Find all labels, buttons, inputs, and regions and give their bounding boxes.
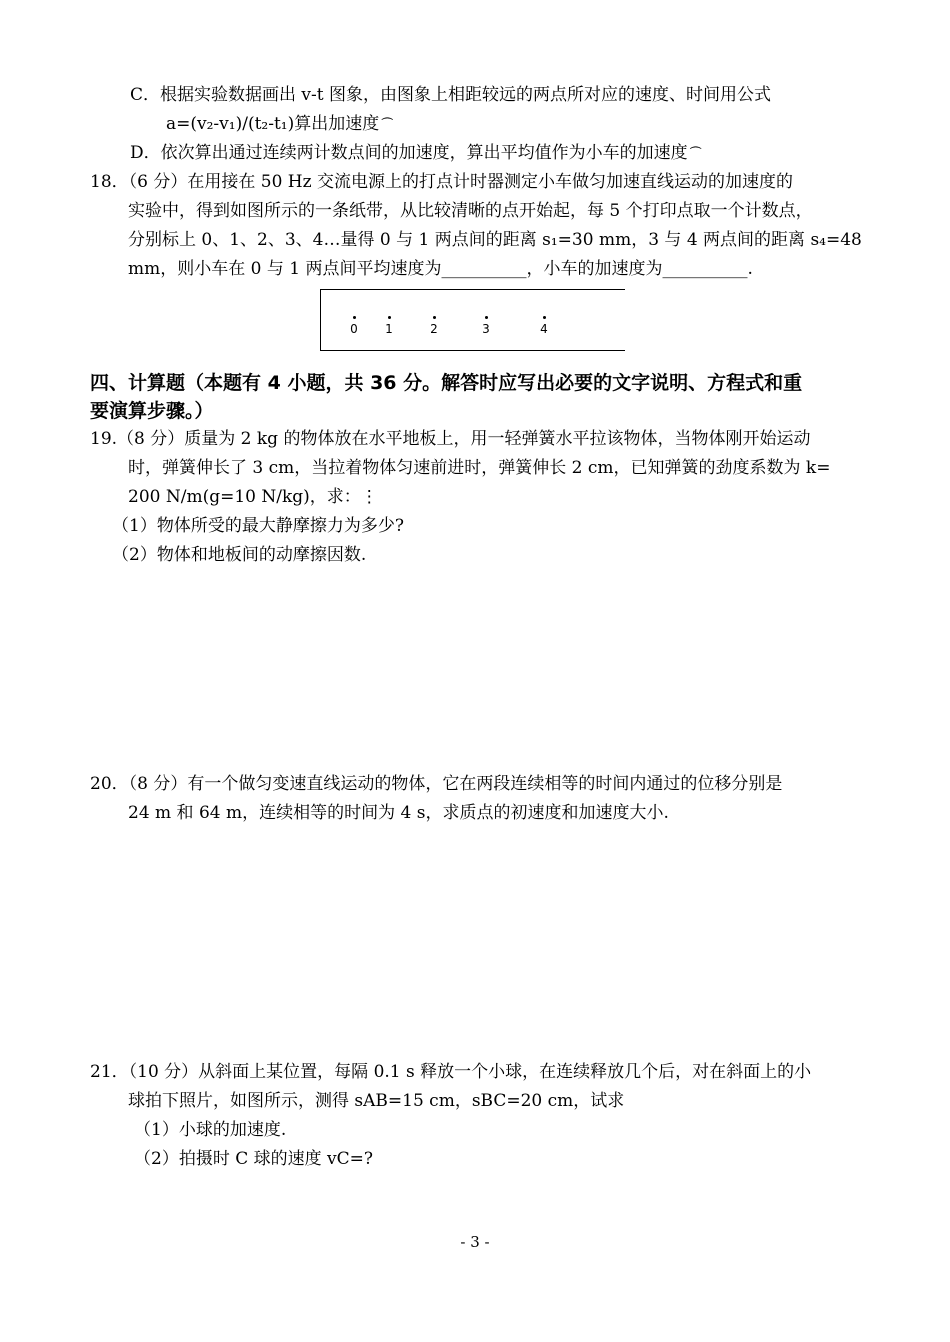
q17-option-d-text: D．依次算出通过连续两计数点间的加速度，算出平均值作为小车的加速度 [130,143,688,163]
tape-dot-1 [388,316,391,319]
q20-line1: 20．（8 分）有一个做匀变速直线运动的物体，它在两段连续相等的时间内通过的位移分别是 [90,774,783,794]
tape-left-edge [320,289,321,351]
q19-line2: 时，弹簧伸长了 3 cm，当拉着物体匀速前进时，弹簧伸长 2 cm，已知弹簧的劲度系数为 k= [128,458,831,478]
tape-dot-4 [543,316,546,319]
q21-sub2: （2）拍摄时 C 球的速度 vC=? [134,1149,374,1169]
q19-sub1: （1）物体所受的最大静摩擦力为多少? [112,516,404,536]
q17-option-c-formula: a=(v₂-v₁)/(t₂-t₁)算出加速度 [166,114,380,134]
tape-top-edge [320,289,625,290]
tape-dot-2 [433,316,436,319]
paragraph-mark-icon: ⏜ [381,117,393,131]
q21-line1: 21．（10 分）从斜面上某位置，每隔 0.1 s 释放一个小球，在连续释放几个后，对在斜面上的小 [90,1062,812,1082]
section-heading-line2: 要演算步骤。） [90,400,214,422]
tape-dot-0 [353,316,356,319]
q18-line4: mm，则小车在 0 与 1 两点间平均速度为__________，小车的加速度为__________. [128,259,753,279]
q19-sub2: （2）物体和地板间的动摩擦因数. [112,545,367,565]
tape-label-4: 4 [540,322,548,336]
tape-label-1: 1 [385,322,393,336]
q17-option-c-line1: C．根据实验数据画出 v-t 图象，由图象上相距较远的两点所对应的速度、时间用公式 [130,85,771,105]
tape-label-0: 0 [350,322,358,336]
q18-line2: 实验中，得到如图所示的一条纸带，从比较清晰的点开始起，每 5 个打印点取一个计数点， [128,201,813,221]
q21-sub1: （1）小球的加速度. [134,1120,287,1140]
paragraph-mark-icon: ⏜ [689,146,702,160]
page-number: - 3 - [460,1233,490,1251]
q18-line3: 分别标上 0、1、2、3、4…量得 0 与 1 两点间的距离 s₁=30 mm，3 与 4 两点间的距离 s₄=48 [128,230,862,250]
tape-label-2: 2 [430,322,438,336]
tape-dot-3 [485,316,488,319]
tape-label-3: 3 [482,322,490,336]
q18-line1: 18．（6 分）在用接在 50 Hz 交流电源上的打点计时器测定小车做匀加速直线运动的加速度的 [90,172,793,192]
section-heading-line1: 四、计算题（本题有 4 小题，共 36 分。解答时应写出必要的文字说明、方程式和重 [90,372,803,394]
tape-bottom-edge [320,350,625,351]
q17-option-d [130,142,701,164]
paper-tape-figure [320,289,625,351]
q21-line2: 球拍下照片，如图所示，测得 sAB=15 cm，sBC=20 cm，试求 [128,1091,625,1111]
q17-option-c-line2 [166,113,393,135]
q19-line1: 19.（8 分）质量为 2 kg 的物体放在水平地板上，用一轻弹簧水平拉该物体，当物体刚开始运动 [90,429,811,449]
q20-line2: 24 m 和 64 m，连续相等的时间为 4 s，求质点的初速度和加速度大小. [128,803,669,823]
q19-line3: 200 N/m(g=10 N/kg)，求：⋮ [128,487,378,507]
